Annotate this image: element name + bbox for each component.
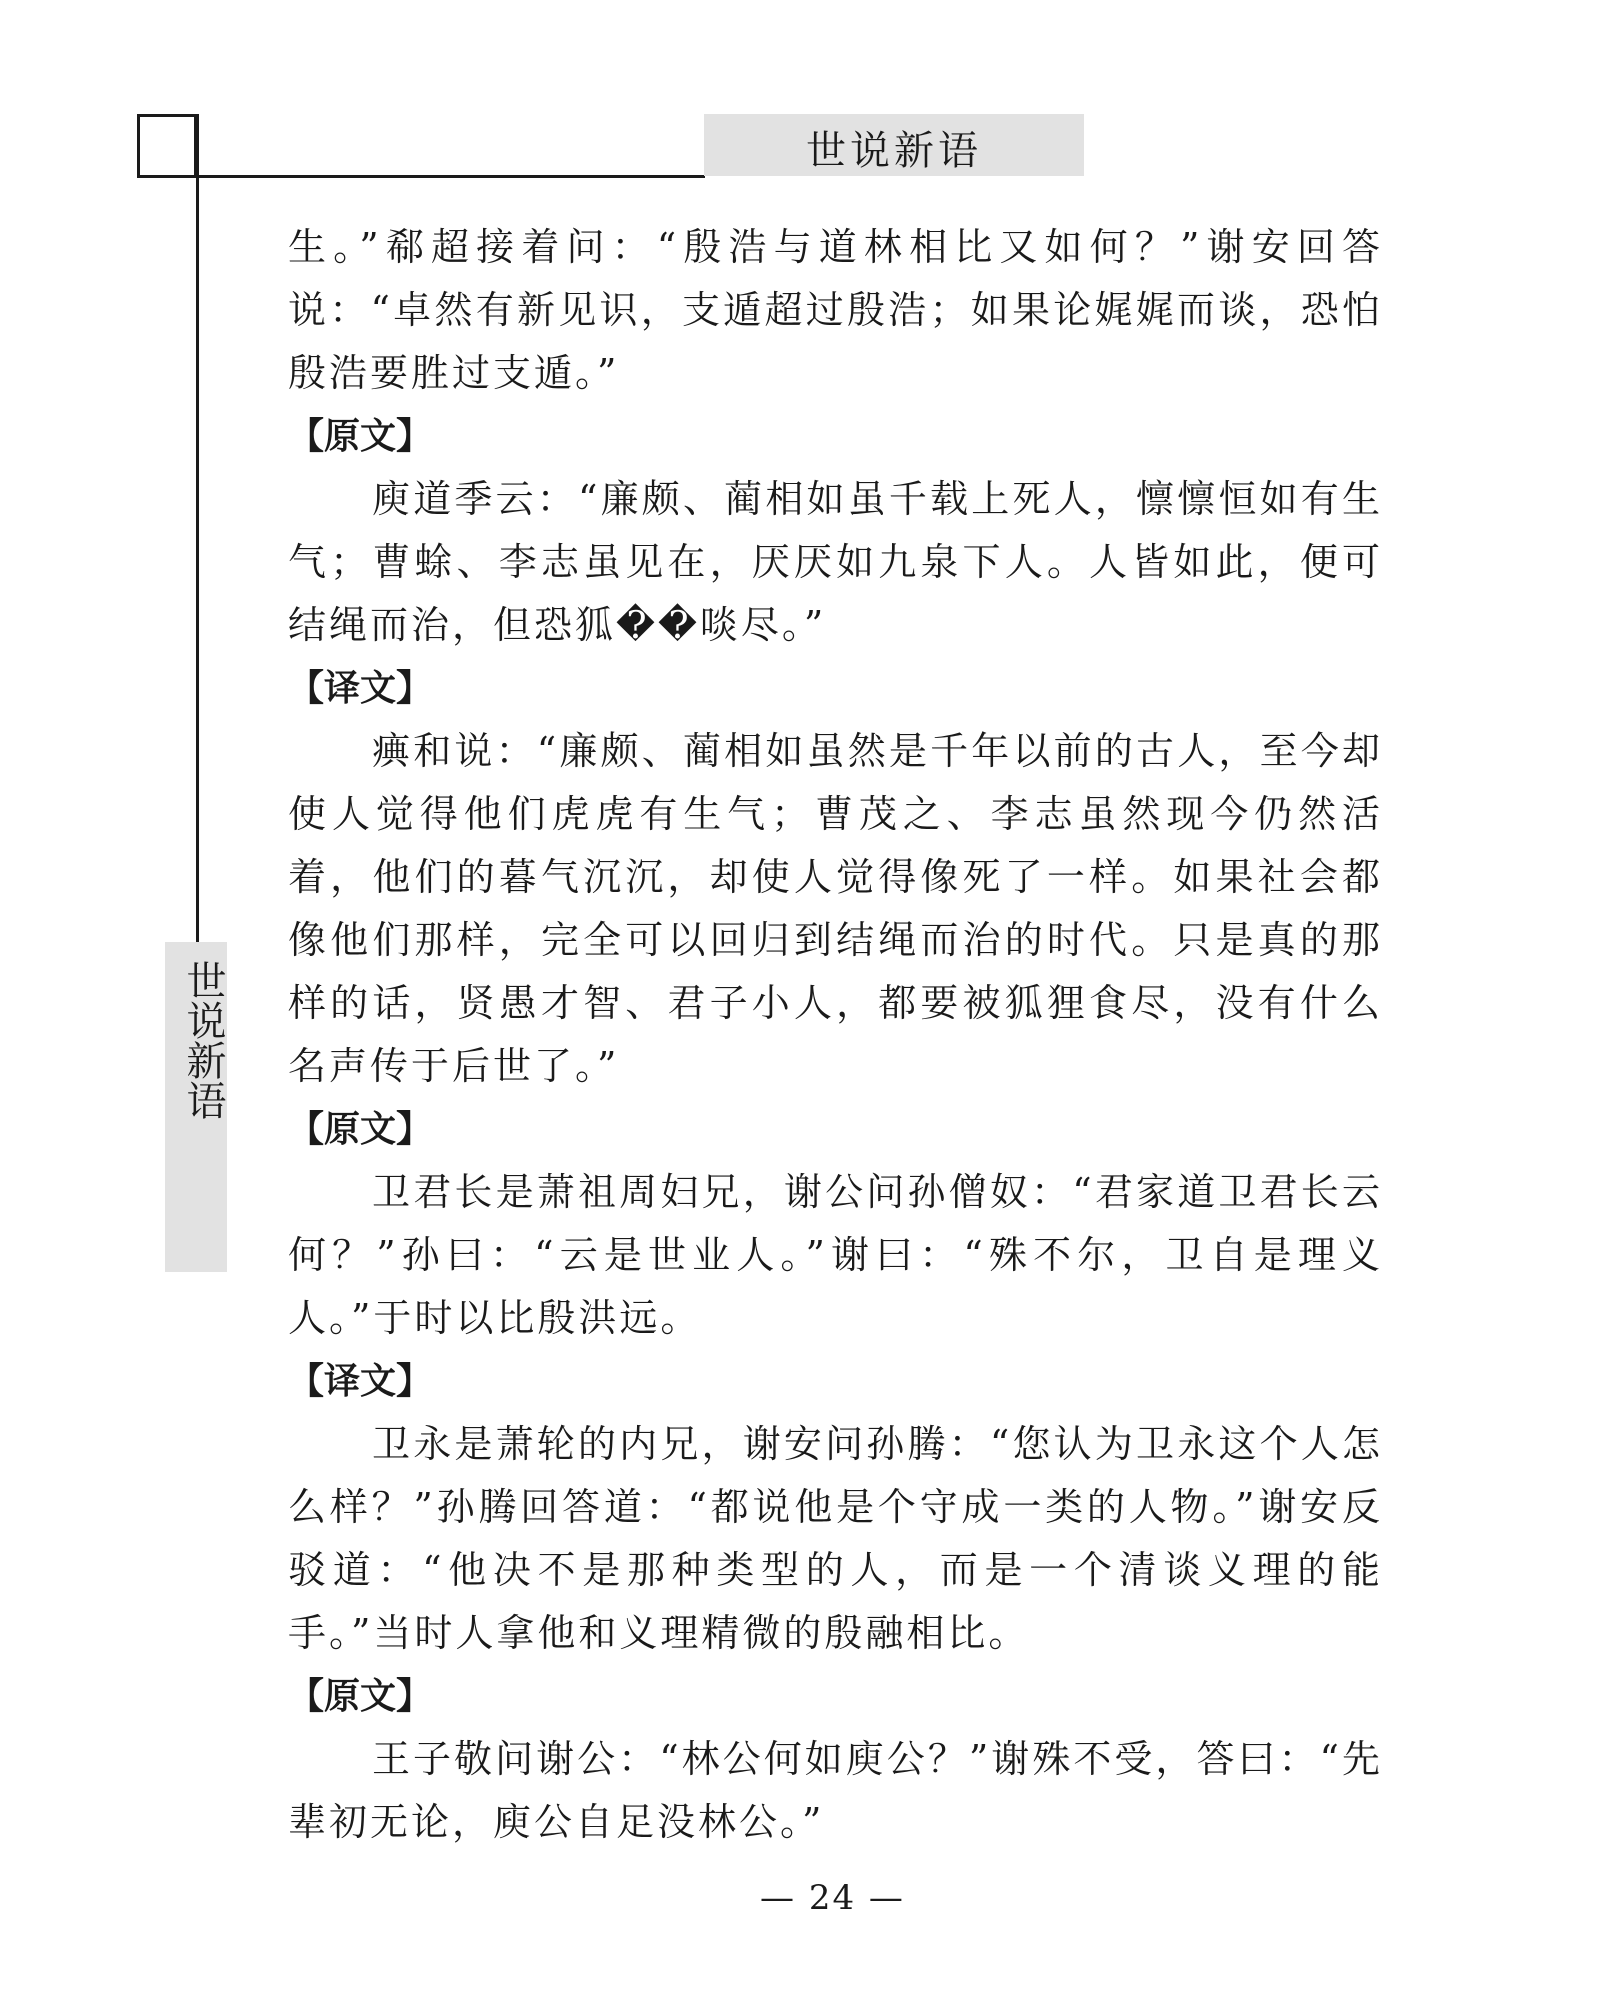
paragraph: 王子敬问谢公：“林公何如庾公？”谢殊不受，答曰：“先辈初无论，庾公自足没林公。”: [288, 1737, 1383, 1844]
section-heading: 【原文】: [288, 1109, 433, 1150]
page-body: [288, 216, 1383, 1854]
page-number: — 24 —: [760, 1878, 905, 1918]
margin-rule: [196, 114, 199, 944]
section-heading: 【原文】: [288, 416, 433, 457]
section-heading: 【译文】: [288, 668, 433, 709]
side-tab-label: 世说新语: [180, 960, 226, 1120]
section-heading: 【译文】: [288, 1361, 433, 1402]
paragraph: 生。”郗超接着问：“殷浩与道林相比又如何？”谢安回答说：“卓然有新见识，支遁超过殷浩；如果论娓娓而谈，恐怕殷浩要胜过支遁。”: [288, 225, 1383, 395]
paragraph: 卫君长是萧祖周妇兄，谢公问孙僧奴：“君家道卫君长云何？”孙曰：“云是世业人。”谢曰：“殊不尔，卫自是理义人。”于时以比殷洪远。: [288, 1170, 1383, 1340]
section-heading: 【原文】: [288, 1676, 433, 1717]
paragraph: 痶和说：“廉颇、蔺相如虽然是千年以前的古人，至今却使人觉得他们虎虎有生气；曹茂之、李志虽然现今仍然活着，他们的暮气沉沉，却使人觉得像死了一样。如果社会都像他们那样，完全可以回归到结绳而治的时代。只是真的那样的话，贤愚才智、君子小人，都要被狐狸食尽，没有什么名声传于后世了。”: [288, 729, 1383, 1088]
running-header-title: 世说新语: [806, 128, 982, 174]
paragraph: 庾道季云：“廉颇、蔺相如虽千载上死人，懔懔恒如有生气；曹蜍、李志虽见在，厌厌如九泉下人。人皆如此，便可结绳而治，但恐狐��啖尽。”: [288, 477, 1383, 647]
header-rule: [137, 175, 705, 178]
header-corner-box: [137, 114, 197, 178]
paragraph: 卫永是萧轮的内兄，谢安问孙腾：“您认为卫永这个人怎么样？”孙腾回答道：“都说他是个守成一类的人物。”谢安反驳道：“他决不是那种类型的人，而是一个清谈义理的能手。”当时人拿他和义理精微的殷融相比。: [288, 1422, 1383, 1655]
